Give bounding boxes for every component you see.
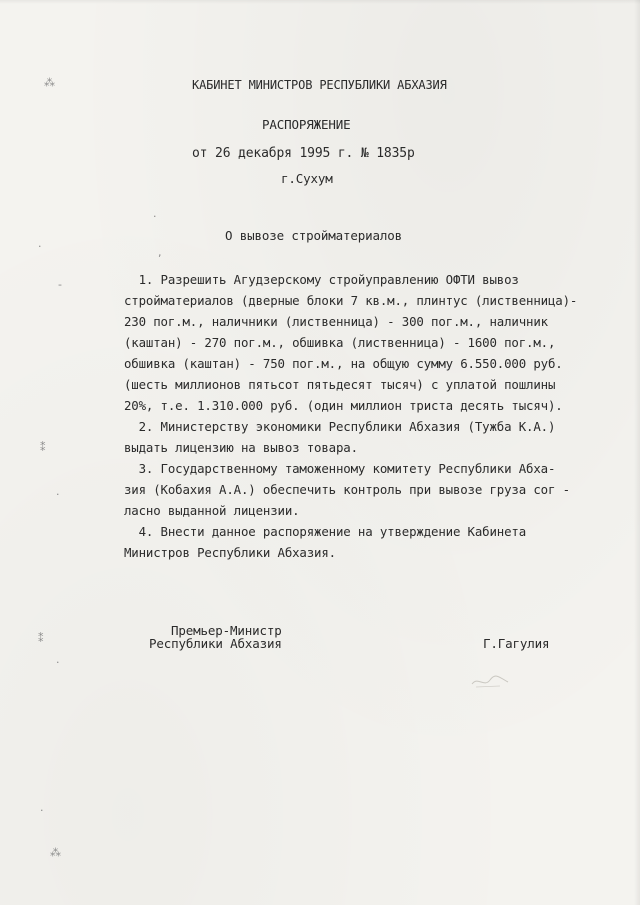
scan-mark: ·: [56, 488, 60, 501]
body-line: (каштан) - 270 пог.м., обшивка (лиственница) - 1600 пог.м.,: [124, 335, 556, 350]
signatory-title-line-2: Республики Абхазия: [149, 636, 282, 651]
body-line: обшивка (каштан) - 750 пог.м., на общую сумму 6.550.000 руб.: [124, 356, 563, 371]
scan-shadow-right: [634, 0, 640, 905]
scan-mark: ·: [56, 656, 60, 669]
scan-mark: ⁂: [50, 846, 61, 859]
scan-mark: ·: [38, 240, 42, 253]
document-date-number: от 26 декабря 1995 г. № 1835р: [192, 146, 415, 161]
scan-mark: ·: [153, 210, 157, 223]
body-line: 4. Внести данное распоряжение на утверждение Кабинета: [124, 524, 527, 539]
body-line: 2. Министерству экономики Республики Абхазия (Тужба К.А.): [124, 419, 556, 434]
organization-heading: КАБИНЕТ МИНИСТРОВ РЕСПУБЛИКИ АБХАЗИЯ: [192, 78, 447, 92]
body-line: 20%, т.е. 1.310.000 руб. (один миллион триста десять тысяч).: [124, 398, 563, 413]
document-subject: О вывозе стройматериалов: [225, 228, 403, 243]
scan-shadow-top: [0, 0, 640, 4]
body-line: зия (Кобахия А.А.) обеспечить контроль при вывозе груза сог -: [124, 482, 570, 497]
signatory-title-line-1: Премьер-Министр: [171, 623, 282, 638]
scan-mark: ·: [40, 804, 44, 817]
signatory-name: Г.Гагулия: [483, 636, 550, 651]
body-line: (шесть миллионов пятьсот пятьдесят тысяч) с уплатой пошлины: [124, 377, 556, 392]
faint-signature-mark: [470, 672, 510, 690]
scan-mark: ⁑: [38, 632, 44, 645]
body-line: 3. Государственному таможенному комитету Республики Абха-: [124, 461, 556, 476]
scan-mark: ,: [158, 246, 162, 259]
body-line: стройматериалов (дверные блоки 7 кв.м., плинтус (лиственница)-: [124, 293, 578, 308]
body-line: выдать лицензию на вывоз товара.: [124, 440, 358, 455]
body-line: Министров Республики Абхазия.: [124, 545, 336, 560]
body-line: 230 пог.м., наличники (лиственница) - 300 пог.м., наличник: [124, 314, 548, 329]
document-city: г.Сухум: [281, 171, 333, 186]
scan-mark: -: [58, 278, 62, 291]
document-type-heading: РАСПОРЯЖЕНИЕ: [262, 117, 351, 132]
scan-mark: ⁑: [40, 441, 46, 454]
body-line: ласно выданной лицензии.: [124, 503, 300, 518]
scan-mark: ⁂: [44, 76, 55, 89]
body-line: 1. Разрешить Агудзерскому стройуправлению ОФТИ вывоз: [124, 272, 519, 287]
